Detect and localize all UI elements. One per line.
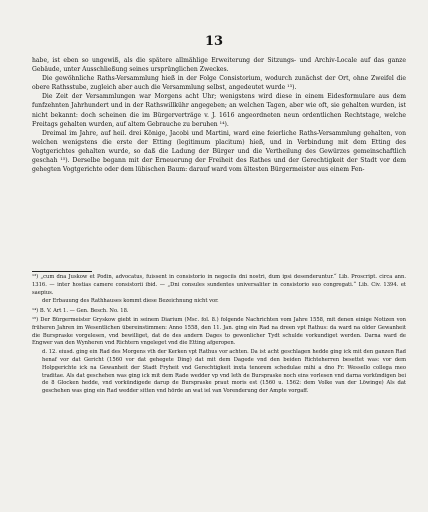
footnote-divider (32, 271, 92, 272)
main-text (32, 56, 406, 174)
footnote: ¹⁴) B. V. Art 1. — Gen. Besch. No. 18. (32, 308, 129, 315)
paragraph: Dreimal im Jahre, auf heil. drei Könige, Jacobi und Martini, ward eine feierliche Raths-Versammlung gehalten, von welchen wenigstens die erste der Etting (legitimum placitum) hieß, und in Verbindung mit dem Etting des Vogtgerichtes gehalten wurde, so daß die Ladung der Bürger und die Vertheilung des Gewürzes gemeinschaftlich geschah ¹⁵). Derselbe begann mit der Erneuerung der Freiheit des Rathes und der Gerechtigkeit der Stadt vor dem gehegten Vogtgerichte oder dem lübischen Baum: darauf ward vom ältesten Bürgermeister aus einem Fen- (32, 129, 406, 174)
footnote: ¹⁵) Der Bürgermeister Gryskow giebt in seinem Diarium (Msc. fol. 8.) folgende Nachrichten vom Jahre 1558, mit denen einige Notizen von früheren Jahren im Wesentlichen übereinstimmen: Anno 1558, den 11. Jan. ging ein Rad na dreen vpt Rathus: da ward na older Gewanheit die Burspraske vorgelesen, vnd bewilliget, dat de des andern Dages to gewonlicher Tydt schulde vorkundiget werden. Darna ward de Engwer van den Wynheren vnd Richtern vngeleget vnd die Etting afgeropen. (32, 316, 406, 347)
paragraph: habe, ist eben so ungewiß, als die spätere allmählige Erweiterung der Sitzungs- und Archiv-Locale auf das ganze Gebäude, unter Ausschließung seines ursprünglichen Zweckes. (32, 57, 406, 74)
footnotes (32, 274, 406, 398)
paragraph: Die gewöhnliche Raths-Versammlung hieß in der Folge Consistorium, wodurch zunächst der Ort, ohne Zweifel die obere Rathsstube, zugleich aber auch die Versammlung selbst, angedeutet wurde ¹³). (32, 75, 406, 92)
footnote-continuation: d. 12. eiusd. ging ein Rad des Morgens vth der Kerken vpt Rathus vor achten. Da ist acht geschlagen hedde ging ick mit den ganzen Rad henaf vor dat Gericht (1560 vor dat gehegete Ding) dat mit dem Dagede vnd den beiden Richteherren besettet was: vor dem Holpgerichte ick na Gewanheit der Stadt Fryheit vnd Gerechtigkeit inxta tenorem schedulae mihi a dno Fr. Wessello collega meo traditae. Als dat geschehen was ging ick mit dem Rade wedder vp vnd leth de Burspraske noch eins vorlesen vnd darna vorkündigen bei de 8 Glocken hedde, vnd vorkündigede darup de Burspraske praut moris est (1560 u. 1562: dem Volke van der Löwinge) Als dat geschehen was ging ein Rad wedder sitten vnd hörde an wat iel van Vorenderung der Ampte vorgaff. (42, 349, 406, 395)
footnote: ¹³) „cum dna Juskow et Podin, advocatus, fuissent in consistorio in negociis dni nostri, dum ipsi desenderuntur.“ Lib. Proscript. circa ann. 1316. — inter hostias camere consistorii ibid. — „Dni consules sundentes universaliter in consistorio suo congregati.“ Lib. Civ. 1394. et saepius. (32, 274, 406, 296)
footnote-continuation: der Erbauung des Rathhauses kommt diese Bezeichnung nicht vor. (42, 298, 219, 305)
paragraph: Die Zeit der Versammlungen war Morgens acht Uhr; wenigstens wird diese in einem Eidesformulare aus dem funfzehnten Jahrhundert und in der Rathswillkühr angegeben; an welchen Tagen, aber wie oft, sie gehalten wurden, ist nicht bekannt: doch scheinen die im Bürgerverträge v. J. 1616 angeordneten neun ordentlichen Rechtstage, welche Freitags gehalten wurden, auf altem Gebrauche zu beruhen ¹⁴). (32, 93, 406, 128)
page-number: 13 (204, 34, 224, 49)
